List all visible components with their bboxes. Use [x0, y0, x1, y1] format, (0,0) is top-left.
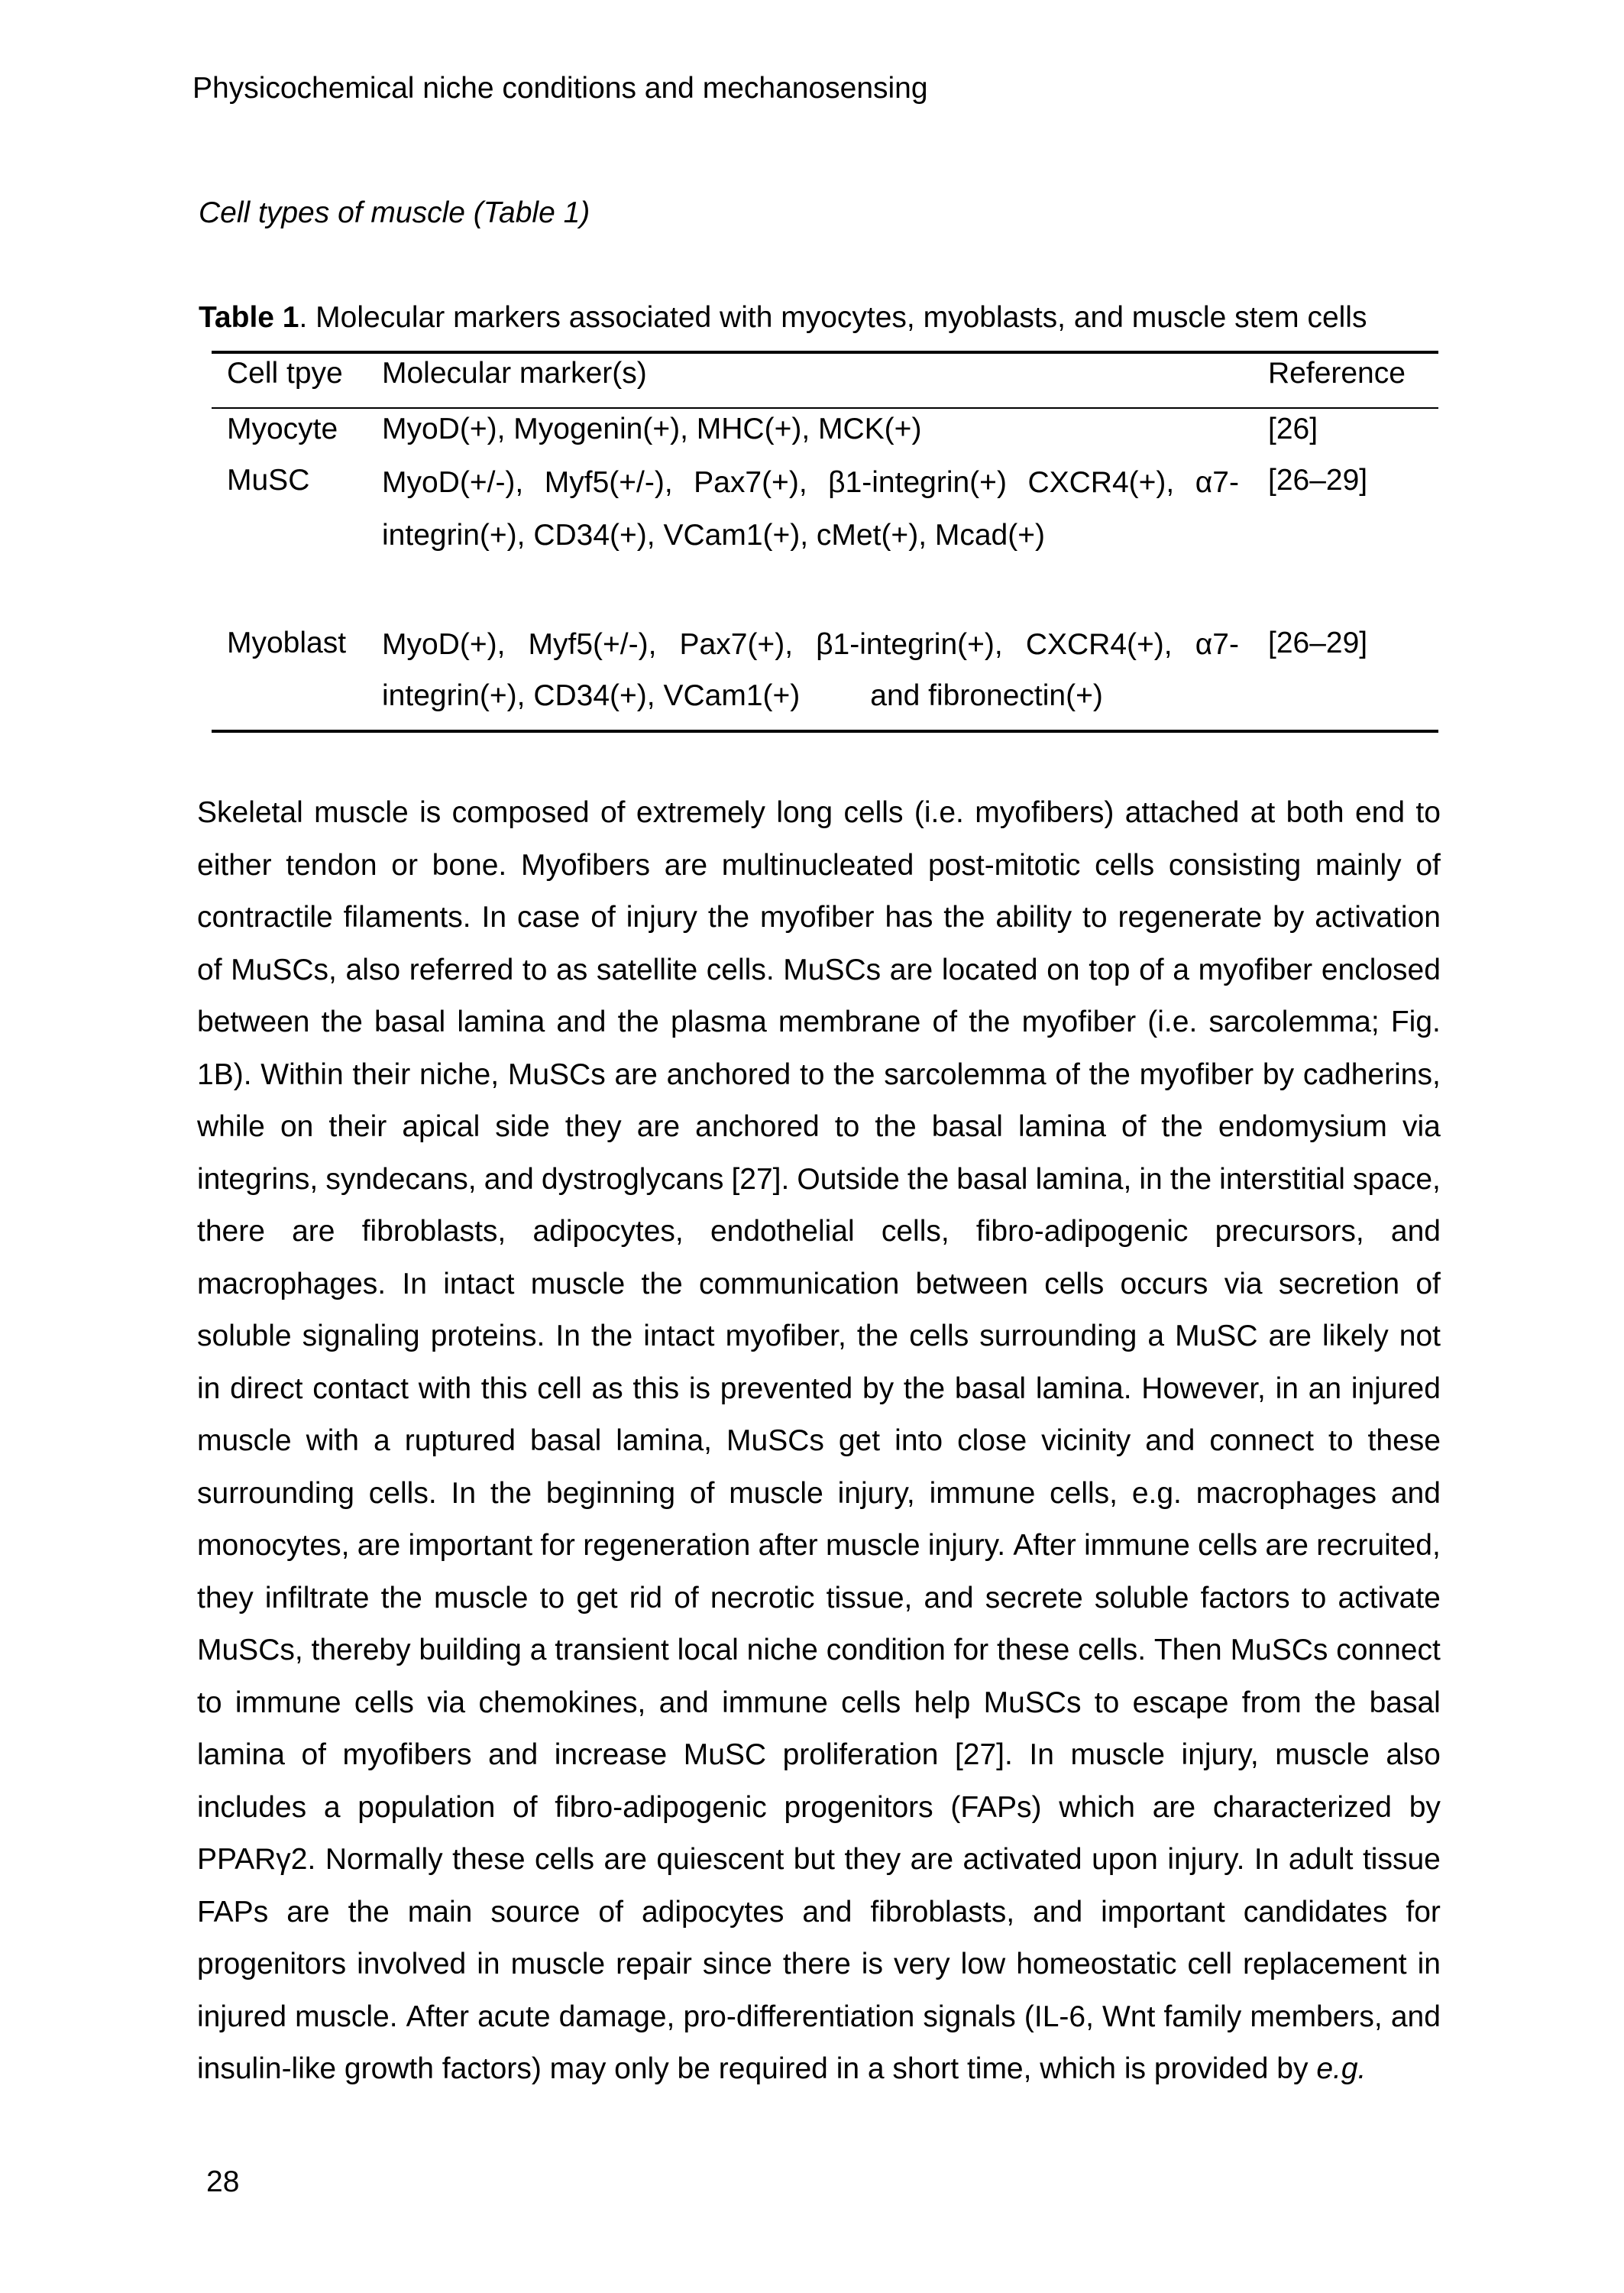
body-line: in direct contact with this cell as this is prevented by the basal lamina. However, in an injured — [197, 1372, 1441, 1405]
body-line: while on their apical side they are anchored to the basal lamina of the endomysium via — [197, 1110, 1441, 1143]
table-caption-text: . Molecular markers associated with myocytes, myoblasts, and muscle stem cells — [299, 301, 1367, 334]
table-header-rule — [212, 407, 1438, 409]
body-line: monocytes, are important for regeneration after muscle injury. After immune cells are recruited, — [197, 1529, 1441, 1562]
myoblast-markers-line-2-b: and fibronectin(+) — [870, 679, 1103, 712]
body-last-italic: e.g. — [1316, 2052, 1367, 2085]
body-lines — [197, 787, 1441, 2043]
myoblast-marker-4: β1-integrin(+), — [816, 628, 1003, 661]
musc-marker-1: MyoD(+/-), — [382, 466, 524, 499]
body-line: MuSCs, thereby building a transient local niche condition for these cells. Then MuSCs connect — [197, 1634, 1441, 1666]
body-line: integrins, syndecans, and dystroglycans [27]. Outside the basal lamina, in the interstitial space, — [197, 1162, 1441, 1196]
body-line: they infiltrate the muscle to get rid of necrotic tissue, and secrete soluble factors to activate — [197, 1581, 1441, 1614]
table-row-myocyte-reference: [26] — [1268, 413, 1318, 445]
body-line: progenitors involved in muscle repair since there is very low homeostatic cell replacement in — [197, 1948, 1441, 1980]
table-row-myoblast-reference: [26–29] — [1268, 627, 1368, 659]
body-line: macrophages. In intact muscle the communication between cells occurs via secretion of — [197, 1267, 1441, 1300]
section-heading: Cell types of muscle (Table 1) — [199, 196, 590, 229]
body-line: either tendon or bone. Myofibers are multinucleated post-mitotic cells consisting mainly of — [197, 848, 1441, 882]
table-row-myoblast-markers-line-1 — [382, 627, 1239, 663]
table-row-myocyte-markers: MyoD(+), Myogenin(+), MHC(+), MCK(+) — [382, 413, 922, 445]
body-line: soluble signaling proteins. In the intact myofiber, the cells surrounding a MuSC are likely not — [197, 1320, 1441, 1352]
body-last-text: insulin-like growth factors) may only be required in a short time, which is provided by — [197, 2052, 1317, 2085]
body-line: surrounding cells. In the beginning of muscle injury, immune cells, e.g. macrophages and — [197, 1476, 1441, 1510]
myoblast-marker-5: CXCR4(+), — [1025, 628, 1173, 661]
table-bottom-rule — [212, 730, 1438, 733]
myoblast-marker-3: Pax7(+), — [679, 628, 794, 661]
body-line: 1B). Within their niche, MuSCs are anchored to the sarcolemma of the myofiber by cadherins, — [197, 1057, 1441, 1091]
table-caption — [199, 300, 1367, 336]
musc-marker-4: β1-integrin(+) — [828, 466, 1007, 499]
musc-marker-6: α7- — [1195, 466, 1239, 499]
body-line-last — [197, 2043, 1441, 2096]
myoblast-markers-line-2-a: integrin(+), CD34(+), VCam1(+) — [382, 679, 801, 712]
body-line: of MuSCs, also referred to as satellite cells. MuSCs are located on top of a myofiber enclosed — [197, 953, 1441, 986]
body-line: contractile filaments. In case of injury the myofiber has the ability to regenerate by activation — [197, 901, 1441, 934]
table-header-markers: Molecular marker(s) — [382, 357, 647, 390]
table-header-reference: Reference — [1268, 357, 1406, 390]
body-line: there are fibroblasts, adipocytes, endothelial cells, fibro-adipogenic precursors, and — [197, 1215, 1441, 1248]
myoblast-marker-6: α7- — [1195, 628, 1239, 661]
table-row-myocyte-type: Myocyte — [227, 413, 338, 445]
table-row-musc-type: MuSC — [227, 464, 310, 497]
body-line: PPARγ2. Normally these cells are quiescent but they are activated upon injury. In adult tissue — [197, 1843, 1441, 1876]
table-row-musc-reference: [26–29] — [1268, 464, 1368, 497]
musc-marker-3: Pax7(+), — [694, 466, 807, 499]
myoblast-marker-2: Myf5(+/-), — [528, 628, 657, 661]
table-row-musc-markers-line-2: integrin(+), CD34(+), VCam1(+), cMet(+), Mcad(+) — [382, 519, 1045, 552]
table-row-myoblast-type: Myoblast — [227, 627, 347, 659]
musc-marker-5: CXCR4(+), — [1027, 466, 1175, 499]
body-line: includes a population of fibro-adipogenic progenitors (FAPs) which are characterized by — [197, 1790, 1441, 1824]
body-line: between the basal lamina and the plasma membrane of the myofiber (i.e. sarcolemma; Fig. — [197, 1006, 1441, 1038]
body-line: muscle with a ruptured basal lamina, MuSCs get into close vicinity and connect to these — [197, 1424, 1441, 1457]
page-number: 28 — [206, 2165, 240, 2198]
myoblast-marker-1: MyoD(+), — [382, 628, 506, 661]
body-line: to immune cells via chemokines, and immune cells help MuSCs to escape from the basal — [197, 1686, 1441, 1719]
body-line: FAPs are the main source of adipocytes and fibroblasts, and important candidates for — [197, 1895, 1441, 1929]
body-paragraph — [197, 787, 1441, 2096]
table-row-musc-markers-line-1 — [382, 465, 1239, 501]
table-header-cell-type: Cell tpye — [227, 357, 343, 390]
musc-marker-2: Myf5(+/-), — [544, 466, 673, 499]
body-line: lamina of myofibers and increase MuSC proliferation [27]. In muscle injury, muscle also — [197, 1738, 1441, 1771]
table-top-rule — [212, 351, 1438, 354]
table-caption-label: Table 1 — [199, 301, 299, 334]
body-line: Skeletal muscle is composed of extremely long cells (i.e. myofibers) attached at both end to — [197, 796, 1441, 829]
running-header: Physicochemical niche conditions and mechanosensing — [192, 72, 928, 105]
table-row-myoblast-markers-line-2 — [382, 678, 1239, 714]
body-line: injured muscle. After acute damage, pro-differentiation signals (IL-6, Wnt family members, and — [197, 2000, 1441, 2033]
